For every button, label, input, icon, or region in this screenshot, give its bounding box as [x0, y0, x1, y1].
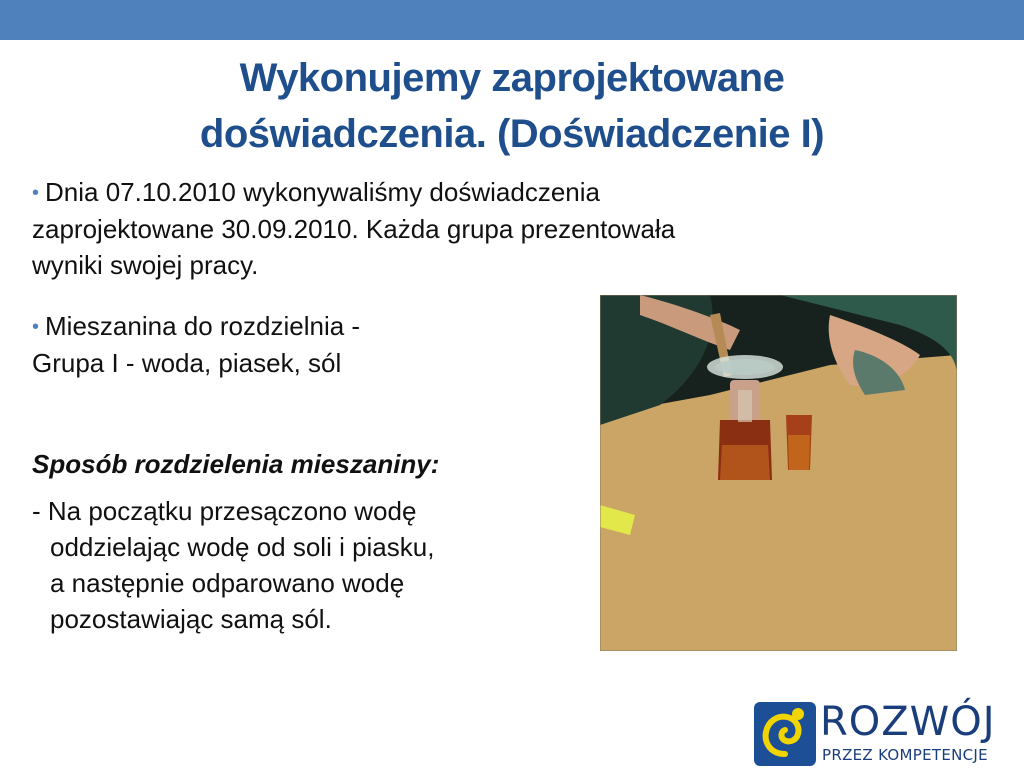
bullet1-line2: zaprojektowane 30.09.2010. Każda grupa prezentowała: [32, 214, 676, 244]
step-line-2: oddzielając wodę od soli i piasku,: [50, 532, 435, 562]
bullet1-line1: Dnia 07.10.2010 wykonywaliśmy doświadczenia: [45, 177, 600, 207]
logo-wordmark: ROZWÓJ: [820, 699, 996, 745]
step-line-1: - Na początku przesączono wodę: [32, 496, 417, 526]
logo-subtitle: PRZEZ KOMPETENCJE: [822, 746, 988, 764]
rozwoj-logo: [754, 700, 1024, 768]
method-heading: Sposób rozdzielenia mieszaniny:: [32, 449, 440, 479]
bullet1-line3: wyniki swojej pracy.: [32, 250, 259, 280]
step-line-4: pozostawiając samą sól.: [50, 604, 332, 634]
bullet2-line2: Grupa I - woda, piasek, sól: [32, 348, 342, 378]
step-line-3: a następnie odparowano wodę: [50, 568, 405, 598]
bullet-icon: •: [32, 182, 40, 204]
bullet-item-mixture: [32, 308, 592, 381]
method-steps: [32, 493, 592, 637]
experiment-photo: [600, 295, 957, 651]
bullet2-line1: Mieszanina do rozdzielnia -: [45, 311, 361, 341]
title-line-1: Wykonujemy zaprojektowane: [239, 56, 785, 100]
title-line-2: doświadczenia. (Doświadczenie I): [199, 112, 825, 156]
bullet-icon: •: [32, 316, 40, 338]
spiral-logo-icon: [754, 702, 816, 766]
bullet-item-date: [32, 174, 892, 283]
slide-title: [60, 50, 964, 162]
top-accent-bar: [0, 0, 1024, 40]
